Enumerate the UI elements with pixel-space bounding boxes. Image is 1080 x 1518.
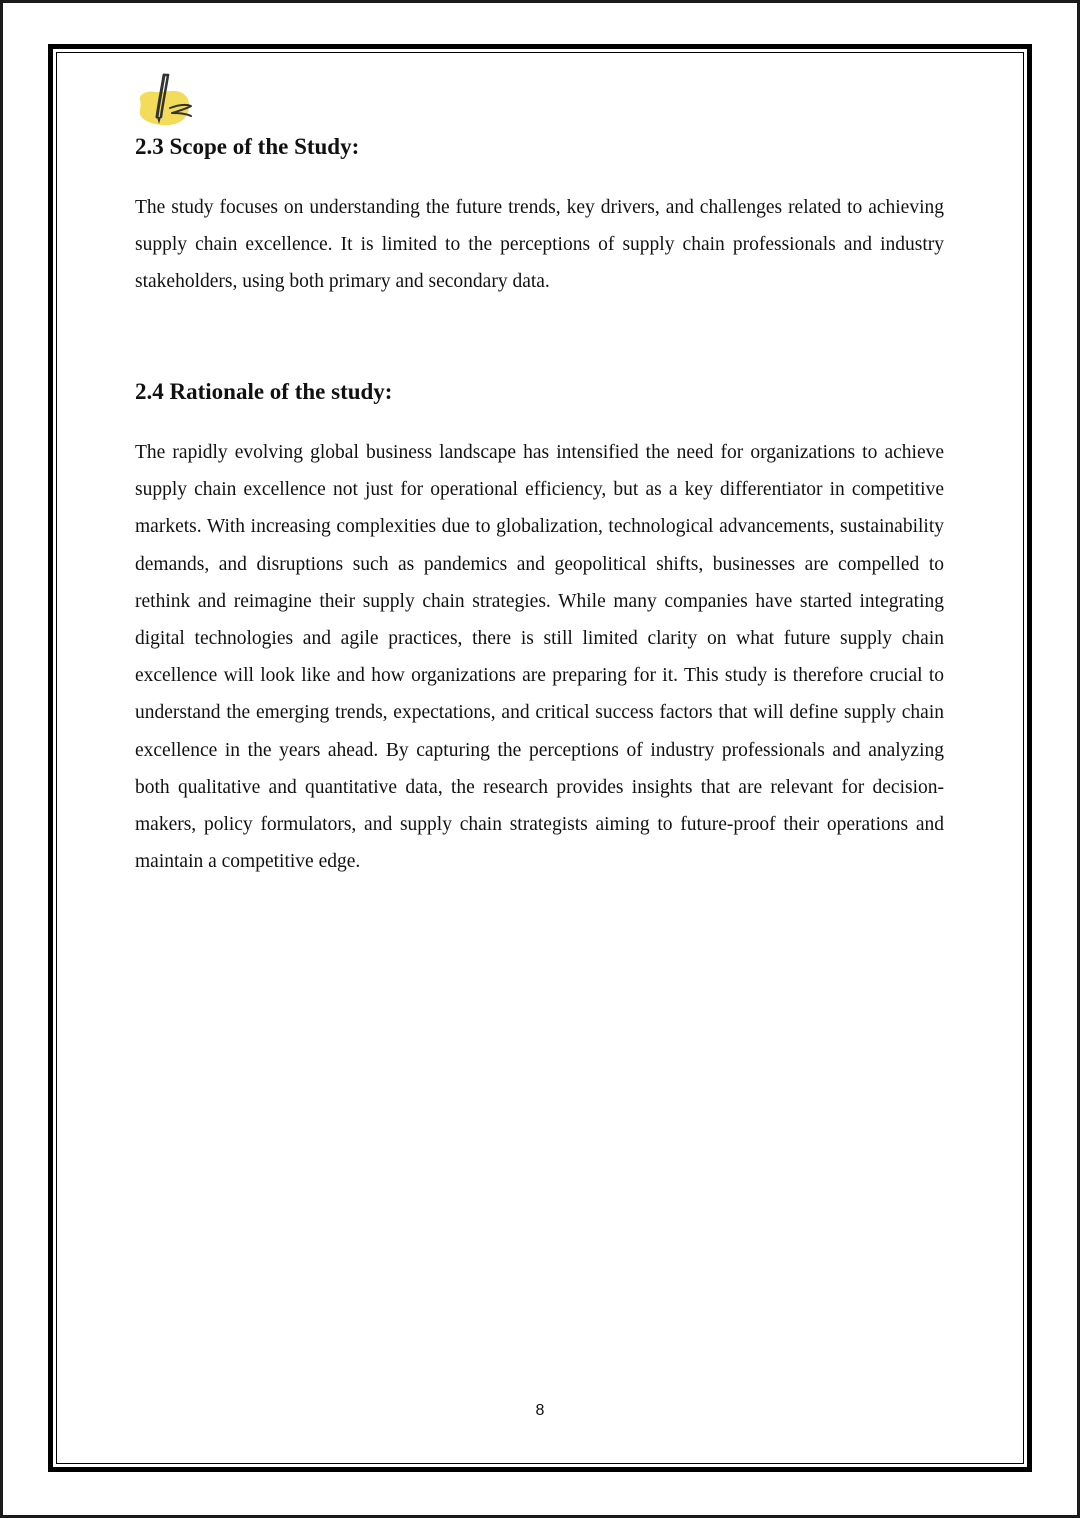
section-paragraph-scope: The study focuses on understanding the future trends, key drivers, and challenges related to achieving supply chain excellence. It is limited to the perceptions of supply chain professionals and industry stakeholders, using both primary and secondary data. xyxy=(135,197,944,293)
page-number: 8 xyxy=(535,1402,545,1419)
section-heading-scope: 2.3 Scope of the Study: xyxy=(135,134,360,159)
section-paragraph-rationale: The rapidly evolving global business landscape has intensified the need for organizations to achieve supply chain excellence not just for operational efficiency, but as a key differentiator in competitive markets. With increasing complexities due to globalization, technological advancements, sustainability demands, and disruptions such as pandemics and geopolitical shifts, businesses are compelled to rethink and reimagine their supply chain strategies. While many companies have started integrating digital technologies and agile practices, there is still limited clarity on what future supply chain excellence will look like and how organizations are preparing for it. This study is therefore crucial to understand the emerging trends, expectations, and critical success factors that will define supply chain excellence in the years ahead. By capturing the perceptions of industry professionals and analyzing both qualitative and quantitative data, the research provides insights that are relevant for decision-makers, policy formulators, and supply chain strategists aiming to future-proof their operations and maintain a competitive edge. xyxy=(135,442,944,873)
section-heading-rationale: 2.4 Rationale of the study: xyxy=(135,379,393,404)
pen-writing-icon xyxy=(134,70,202,132)
